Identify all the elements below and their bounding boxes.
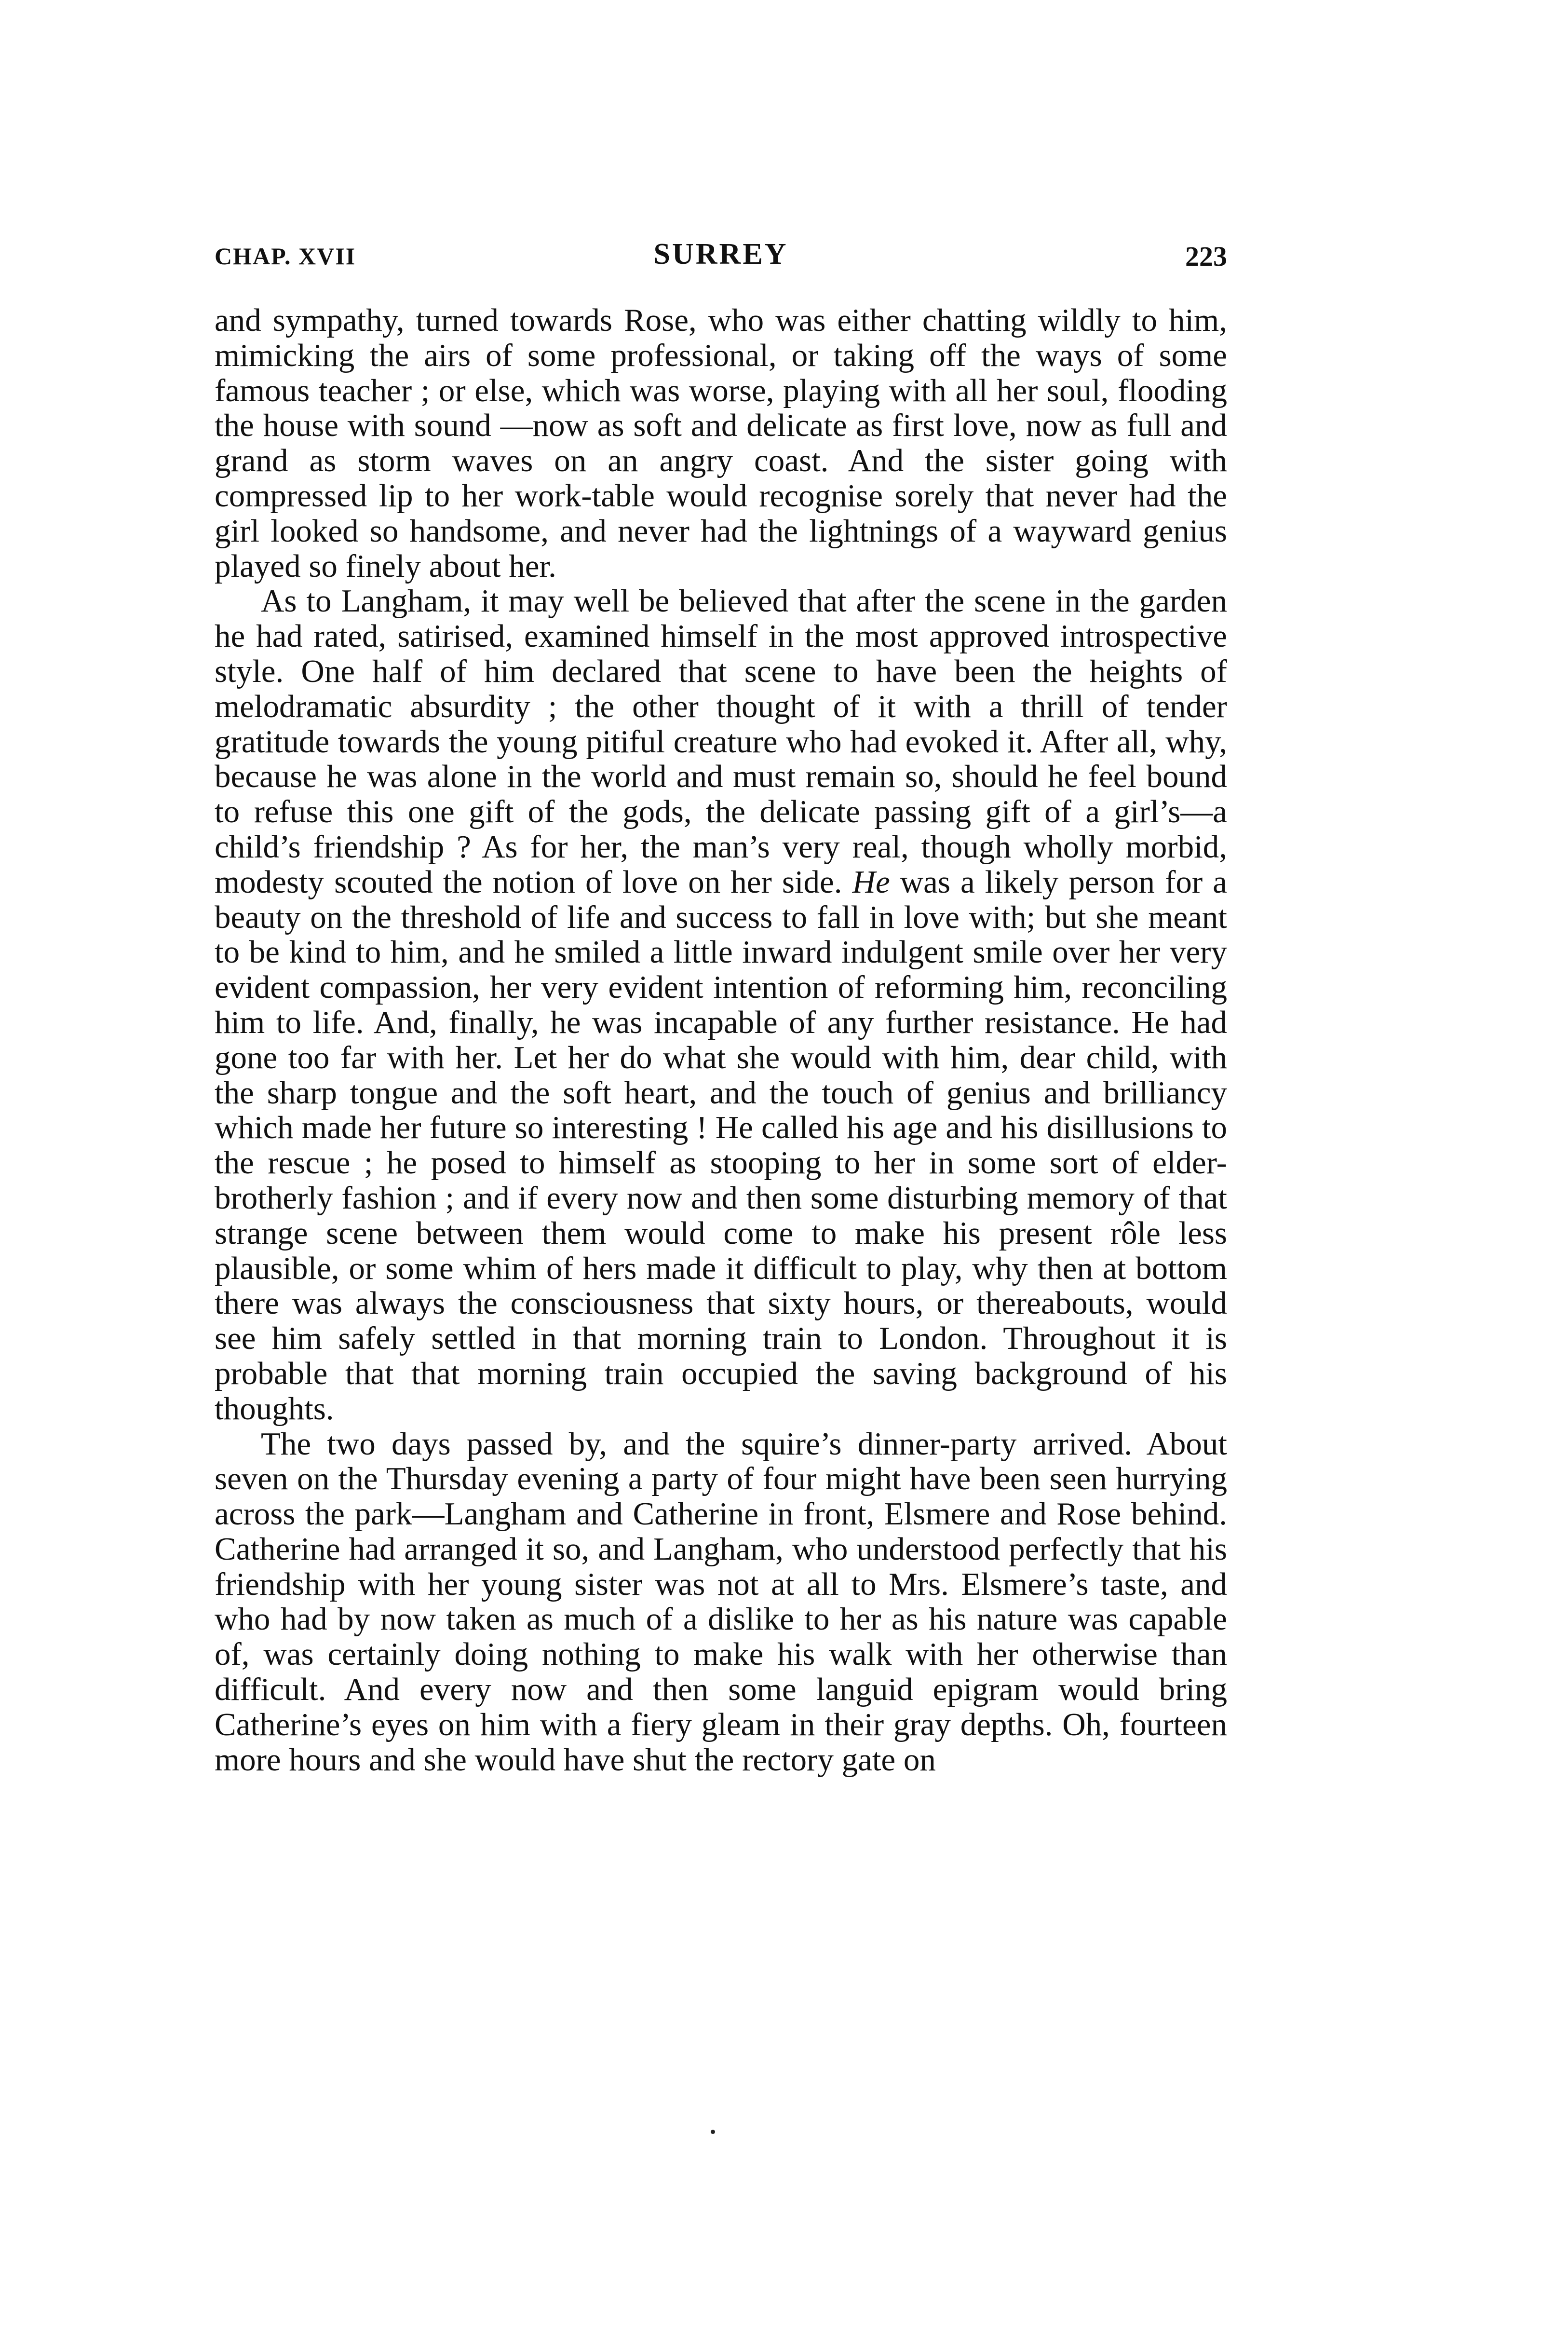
chapter-label: CHAP. XVII (215, 243, 356, 270)
paragraph-2-italic-word: He (852, 864, 890, 900)
body-text (215, 303, 1227, 1777)
paragraph-2 (215, 584, 1227, 1426)
paragraph-3-text: The two days passed by, and the squire’s dinner-party arrived. About seven on the Thursday evening a party of four might have been seen hurrying across the park—Langham and Catherine in front, Elsmere and Rose behind. Catherine had arranged it so, and Langham, who understood perfectly that his friendship with her young sister was not at all to Mrs. Elsmere’s taste, and who had by now taken as much of a dislike to her as his nature was capable of, was certainly doing nothing to make his walk with her otherwise than difficult. And every now and then some languid epigram would bring Catherine’s eyes on him with a fiery gleam in their gray depths. Oh, fourteen more hours and she would have shut the rectory gate on (215, 1426, 1227, 1778)
paragraph-2-text-start: As to Langham, it may well be believed that after the scene in the garden he had rated, satirised, examined himself in the most approved introspective style. One half of him declared that scene to have been the heights of melodramatic absurdity ; the other thought of it with a thrill of tender gratitude towards the young pitiful creature who had evoked it. After all, why, because he was alone in the world and must remain so, should he feel bound to refuse this one gift of the gods, the delicate passing gift of a girl’s—a child’s friendship ? As for her, the man’s very real, though wholly morbid, modesty scouted the notion of love on her side. (215, 583, 1227, 900)
paragraph-1 (215, 303, 1227, 584)
running-header (215, 237, 1227, 281)
running-title: SURREY (653, 238, 788, 271)
page-number: 223 (1185, 241, 1227, 272)
paragraph-1-text: and sympathy, turned towards Rose, who was either chatting wildly to him, mimicking the airs of some professional, or taking off the ways of some famous teacher ; or else, which was worse, playing with all her soul, flooding the house with sound —now as soft and delicate as first love, now as full and grand as storm waves on an angry coast. And the sister going with compressed lip to her work-table would recognise sorely that never had the girl looked so handsome, and never had the lightnings of a wayward genius played so finely about her. (215, 302, 1227, 584)
paragraph-3 (215, 1427, 1227, 1778)
print-dot (711, 2130, 715, 2134)
paragraph-2-text-end: was a likely person for a beauty on the threshold of life and success to fall in love with; but she meant to be kind to him, and he smiled a little inward indulgent smile over her very evident compassion, her very evident intention of reforming him, reconciling him to life. And, finally, he was incapable of any further resistance. He had gone too far with her. Let her do what she would with him, dear child, with the sharp tongue and the soft heart, and the touch of genius and brilliancy which made her future so interesting ! He called his age and his disillusions to the rescue ; he posed to himself as stooping to her in some sort of elder-brotherly fashion ; and if every now and then some disturbing memory of that strange scene between them would come to make his present rôle less plausible, or some whim of hers made it difficult to play, why then at bottom there was always the consciousness that sixty hours, or thereabouts, would see him safely settled in that morning train to London. Throughout it is probable that that morning train occupied the saving background of his thoughts. (215, 864, 1227, 1427)
